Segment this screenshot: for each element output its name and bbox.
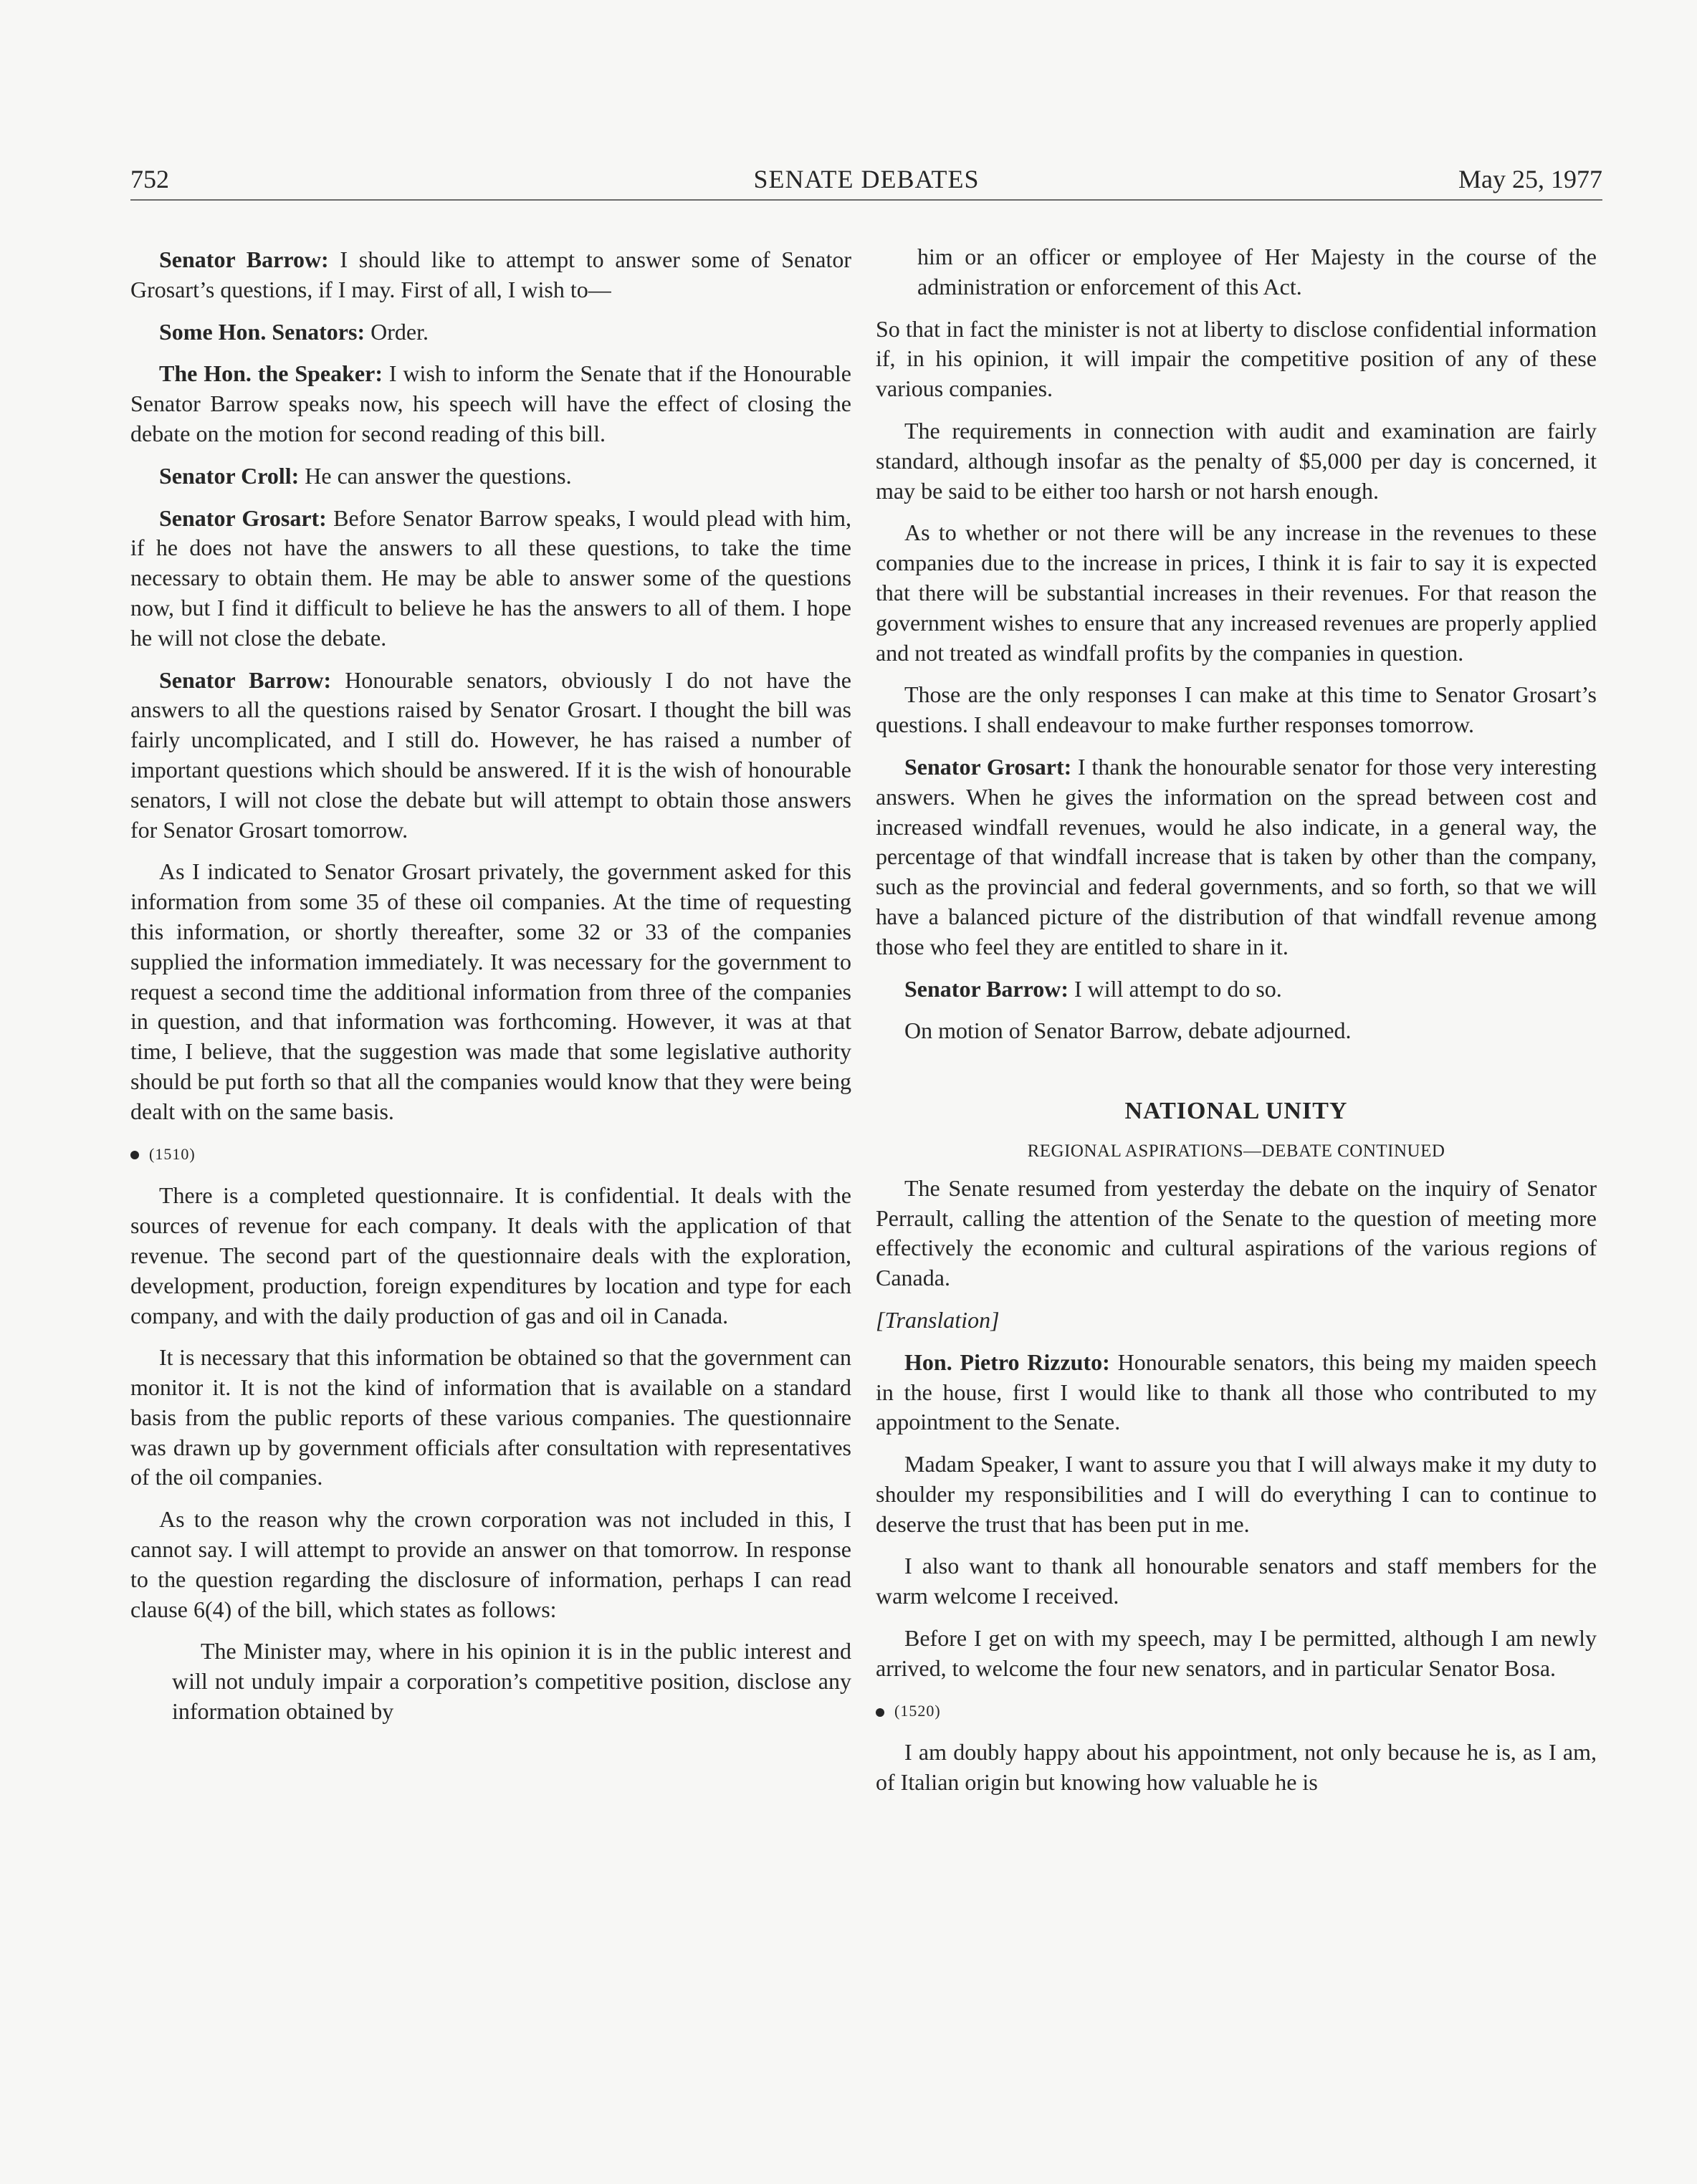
paragraph: Before I get on with my speech, may I be permitted, although I am newly arrived, to welcome the four new senators, and in particular Senator Bosa. xyxy=(876,1625,1597,1681)
speaker-name: Hon. Pietro Rizzuto: xyxy=(904,1349,1110,1375)
paragraph: As to the reason why the crown corporation was not included in this, I cannot say. I will attempt to provide an answer on that tomorrow. In response to the question regarding the disclosure of information, perhaps I can read clause 6(4) of the bill, which states as follows: xyxy=(130,1506,851,1622)
paragraph: I am doubly happy about his appointment, not only because he is, as I am, of Italian origin but knowing how valuable he is xyxy=(876,1739,1597,1796)
paragraph: As I indicated to Senator Grosart privately, the government asked for this information from some 35 of these oil companies. At the time of requesting this information, or shortly thereafter, some 32 or 33 of the companies supplied the information immediately. It was necessary for the government to request a second time the additional information from three of the companies in question, and that information was forthcoming. However, it was at that time, I believe, that the suggestion was made that some legislative authority should be put forth so that all the companies would know that they were being dealt with on the same basis. xyxy=(130,858,851,1124)
paragraph: I also want to thank all honourable senators and staff members for the warm welcome I received. xyxy=(876,1553,1597,1609)
paragraph: There is a completed questionnaire. It is confidential. It deals with the sources of revenue for each company. It deals with the application of that revenue. The second part of the questionnaire deals with the exploration, development, production, foreign expenditures by location and type for each company, and with the daily production of gas and oil in Canada. xyxy=(130,1182,851,1328)
block-quote-continued: him or an officer or employee of Her Majesty in the course of the administration or enforcement of this Act. xyxy=(917,244,1597,300)
time-marker: (1520) xyxy=(876,1696,1597,1726)
paragraph: Madam Speaker, I want to assure you that I will always make it my duty to shoulder my responsibilities and I will do everything I can to continue to deserve the trust that has been put in me. xyxy=(876,1451,1597,1537)
paragraph: So that in fact the minister is not at liberty to disclose confidential information if, in his opinion, it will impair the competitive position of any of these various companies. xyxy=(876,315,1597,402)
translation-note: [Translation] xyxy=(876,1306,1000,1333)
paragraph: Senator Barrow: I will attempt to do so. xyxy=(904,975,1282,1002)
paragraph: Senator Grosart: Before Senator Barrow speaks, I would plead with him, if he does not have the answers to all these questions, to take the time necessary to obtain them. He may be able to answer some of the questions now, but I find it difficult to believe he has the answers to all of them. I hope he will not close the debate. xyxy=(130,504,852,651)
speaker-name: The Hon. the Speaker: xyxy=(159,360,383,387)
section-subtitle: REGIONAL ASPIRATIONS—DEBATE CONTINUED xyxy=(1027,1141,1445,1161)
paragraph: The requirements in connection with audit and examination are fairly standard, although insofar as the penalty of $5,000 per day is concerned, it may be said to be either too harsh or not harsh enough. xyxy=(876,417,1597,504)
speaker-name: Some Hon. Senators: xyxy=(159,318,365,345)
paragraph: Senator Croll: He can answer the questions. xyxy=(159,462,572,489)
paragraph: It is necessary that this information be obtained so that the government can monitor it. It is not the kind of information that is available on a standard basis from the public reports of these various companies. The questionnaire was drawn up by government officials after consultation with representatives of the oil companies. xyxy=(130,1344,851,1490)
page-header xyxy=(130,159,1602,201)
paragraph: Those are the only responses I can make at this time to Senator Grosart’s questions. I shall endeavour to make further responses tomorrow. xyxy=(876,681,1597,738)
speaker-name: Senator Barrow: xyxy=(904,975,1069,1002)
bullet-dot-icon xyxy=(876,1708,884,1717)
speaker-name: Senator Barrow: xyxy=(159,246,329,272)
speaker-name: Senator Grosart: xyxy=(904,753,1072,780)
paragraph: Some Hon. Senators: Order. xyxy=(159,318,429,345)
publication-title: SENATE DEBATES xyxy=(753,165,980,193)
speaker-name: Senator Barrow: xyxy=(159,666,332,693)
bullet-dot-icon xyxy=(130,1151,139,1159)
paragraph: As to whether or not there will be any increase in the revenues to these companies due to the increase in prices, I think it is fair to say it is expected that there will be substantial increases in their revenues. For that reason the government wishes to ensure that any increased revenues are properly applied and not treated as windfall profits by the companies in question. xyxy=(876,519,1597,666)
issue-date: May 25, 1977 xyxy=(1458,165,1602,193)
page-number: 752 xyxy=(130,165,169,193)
section-title: NATIONAL UNITY xyxy=(1124,1098,1348,1125)
speaker-name: Senator Grosart: xyxy=(159,504,327,531)
paragraph: Senator Barrow: I should like to attempt to answer some of Senator Grosart’s questions, if I may. First of all, I wish to— xyxy=(130,246,852,302)
speaker-name: Senator Croll: xyxy=(159,462,300,489)
left-column xyxy=(130,245,851,1739)
right-column xyxy=(876,245,1597,1810)
paragraph: The Hon. the Speaker: I wish to inform the Senate that if the Honourable Senator Barrow speaks now, his speech will have the effect of closing the debate on the motion for second reading of this bill. xyxy=(130,360,852,446)
paragraph: Senator Barrow: Honourable senators, obviously I do not have the answers to all the questions raised by Senator Grosart. I thought the bill was fairly uncomplicated, and I still do. However, he has raised a number of important questions which should be answered. If it is the wish of honourable senators, I will not close the debate but will attempt to obtain those answers for Senator Grosart tomorrow. xyxy=(130,666,852,843)
paragraph: The Senate resumed from yesterday the debate on the inquiry of Senator Perrault, calling the attention of the Senate to the question of meeting more effectively the economic and cultural aspirations of the various regions of Canada. xyxy=(876,1174,1597,1291)
paragraph: Senator Grosart: I thank the honourable senator for those very interesting answers. When he gives the information on the spread between cost and increased windfall revenues, would he also indicate, in a general way, the percentage of that windfall increase that is taken by other than the company, such as the provincial and federal governments, and so forth, so that we will have a balanced picture of the distribution of that windfall revenue among those who feel they are entitled to share in it. xyxy=(876,753,1597,959)
paragraph: On motion of Senator Barrow, debate adjourned. xyxy=(904,1017,1352,1044)
block-quote: The Minister may, where in his opinion it is in the public interest and will not unduly impair a corporation’s competitive position, disclose any information obtained by xyxy=(172,1638,851,1725)
paragraph: Hon. Pietro Rizzuto: Honourable senators, this being my maiden speech in the house, first I would like to thank all those who contributed to my appointment to the Senate. xyxy=(876,1349,1597,1435)
time-marker: (1510) xyxy=(130,1139,851,1169)
